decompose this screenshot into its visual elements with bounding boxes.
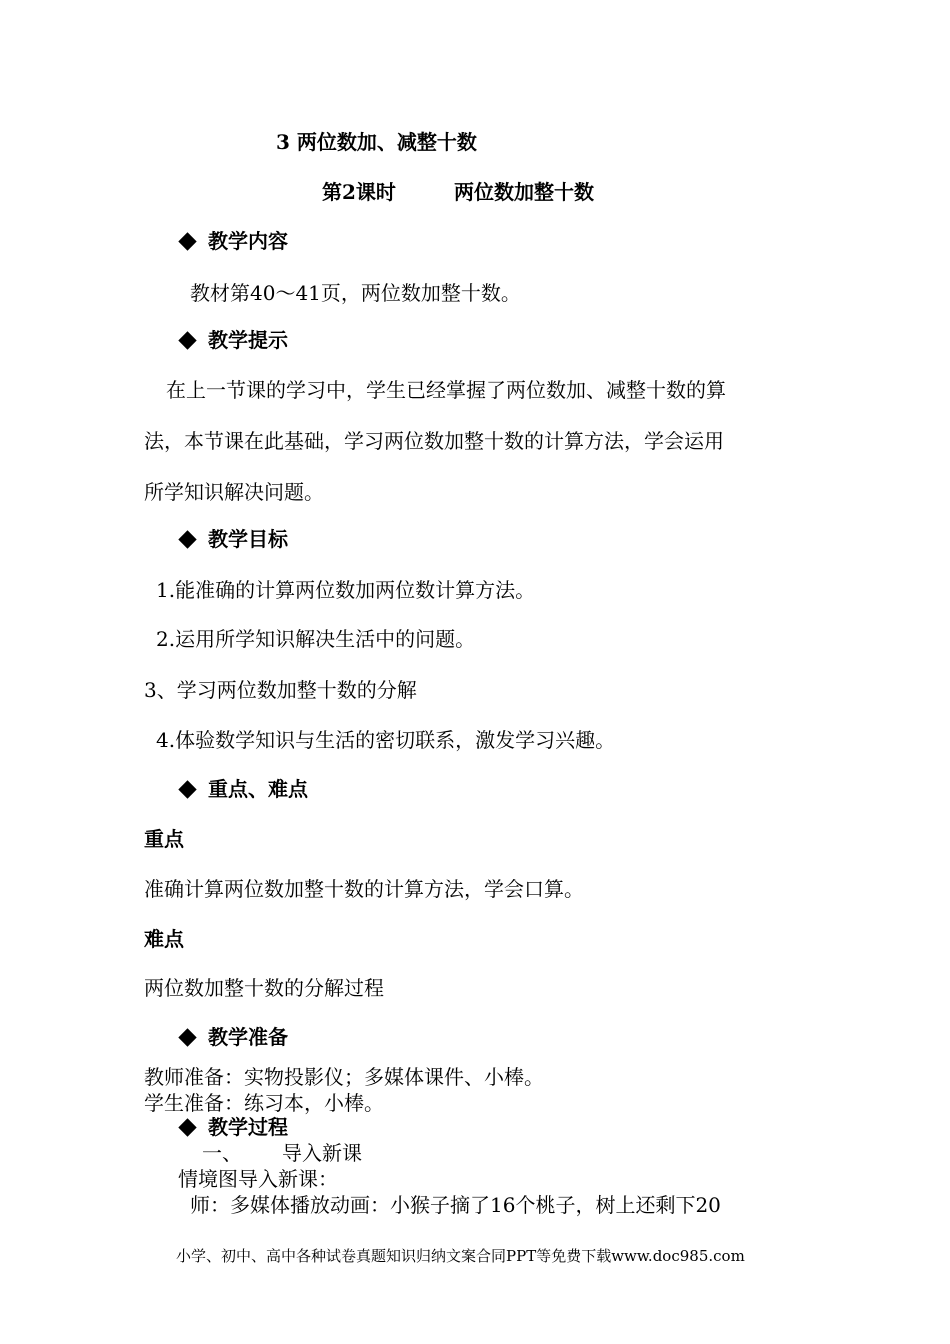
- goal-item: 2.运用所学知识解决生活中的问题。: [156, 627, 476, 651]
- heading-text: 教学提示: [208, 328, 288, 352]
- section-heading-key: [178, 775, 308, 803]
- key-point-label: 重点: [144, 827, 184, 851]
- goal-item: 3、学习两位数加整十数的分解: [144, 678, 417, 702]
- diamond-bullet-icon: [178, 232, 196, 250]
- lesson-period: 第2课时: [322, 180, 396, 204]
- prep-student: 学生准备：练习本，小棒。: [144, 1091, 384, 1115]
- page-footer: 小学、初中、高中各种试卷真题知识归纳文案合同PPT等免费下载www.doc985.com: [176, 1247, 745, 1265]
- goal-item: 4.体验数学知识与生活的密切联系，激发学习兴趣。: [156, 728, 616, 752]
- heading-text: 教学准备: [208, 1025, 288, 1049]
- section-heading-content: [178, 227, 288, 255]
- section-heading-tips: [178, 326, 288, 354]
- diamond-bullet-icon: [178, 1028, 196, 1046]
- diamond-bullet-icon: [178, 1118, 196, 1136]
- tips-line: 所学知识解决问题。: [144, 480, 324, 504]
- diamond-bullet-icon: [178, 780, 196, 798]
- document-title: 3 两位数加、减整十数: [276, 130, 477, 154]
- heading-text: 教学目标: [208, 527, 288, 551]
- section-heading-prep: [178, 1023, 288, 1051]
- tips-line: 在上一节课的学习中，学生已经掌握了两位数加、减整十数的算: [166, 378, 726, 402]
- process-line: 情境图导入新课：: [178, 1167, 338, 1191]
- diamond-bullet-icon: [178, 530, 196, 548]
- section-heading-process: [178, 1113, 288, 1141]
- tips-line: 法，本节课在此基础，学习两位数加整十数的计算方法，学会运用: [144, 429, 724, 453]
- difficulty-label: 难点: [144, 927, 184, 951]
- section-heading-goals: [178, 525, 288, 553]
- goal-item: 1.能准确的计算两位数加两位数计算方法。: [156, 578, 536, 602]
- key-point-text: 准确计算两位数加整十数的计算方法，学会口算。: [144, 877, 584, 901]
- content-line: 教材第40～41页，两位数加整十数。: [190, 281, 521, 305]
- prep-teacher: 教师准备：实物投影仪；多媒体课件、小棒。: [144, 1065, 544, 1089]
- process-step-number: 一、: [202, 1141, 242, 1165]
- heading-text: 教学内容: [208, 229, 288, 253]
- lesson-topic: 两位数加整十数: [454, 180, 594, 204]
- diamond-bullet-icon: [178, 331, 196, 349]
- process-step-title: 导入新课: [282, 1141, 362, 1165]
- process-line: 师：多媒体播放动画：小猴子摘了16个桃子，树上还剩下20: [190, 1193, 721, 1217]
- difficulty-text: 两位数加整十数的分解过程: [144, 976, 384, 1000]
- heading-text: 重点、难点: [208, 777, 308, 801]
- heading-text: 教学过程: [208, 1115, 288, 1139]
